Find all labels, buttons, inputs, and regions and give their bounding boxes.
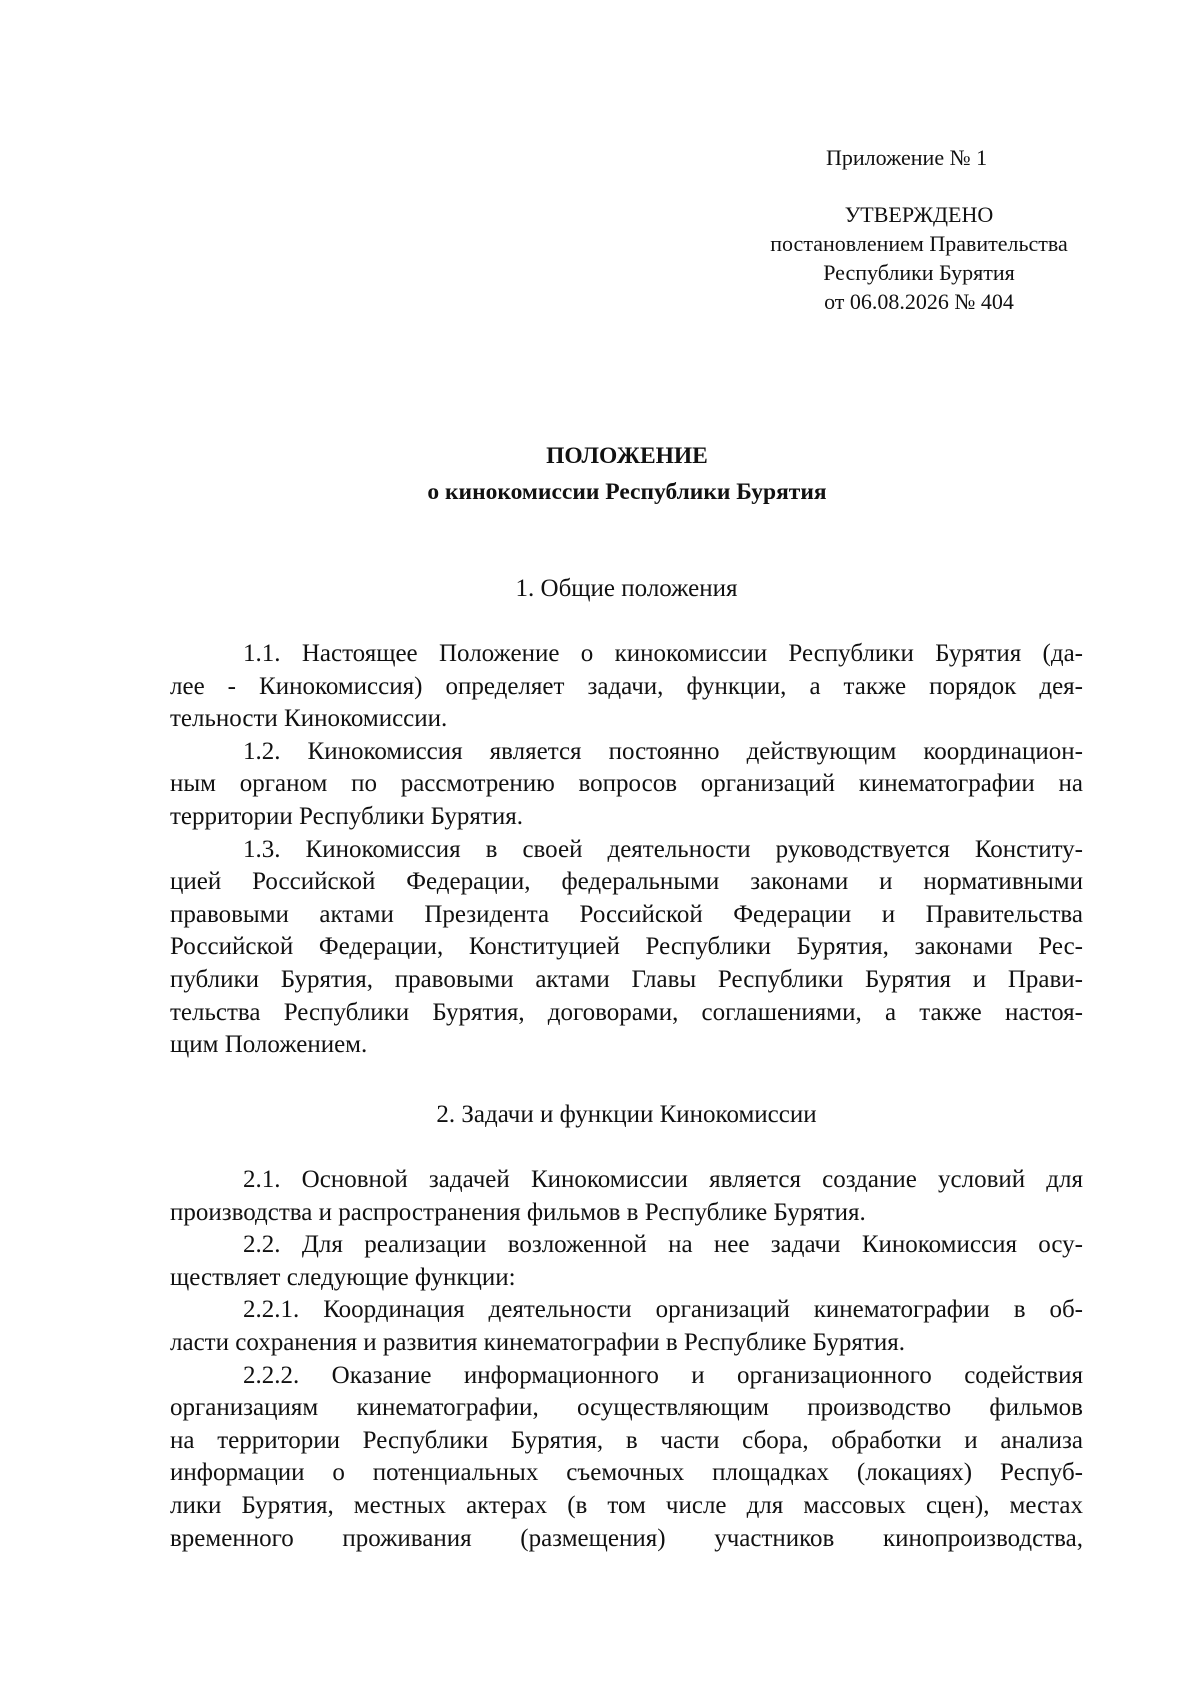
text-line: 1.1. Настоящее Положение о кинокомиссии Республики Бурятия (да- bbox=[243, 640, 1083, 667]
text-line: правовыми актами Президента Российской Федерации и Правительства bbox=[170, 900, 1083, 928]
section-body bbox=[170, 638, 1083, 1062]
paragraph bbox=[170, 1360, 1083, 1556]
text-line: ществляет следующие функции: bbox=[170, 1263, 516, 1291]
text-line: щим Положением. bbox=[170, 1031, 368, 1059]
text-line: публики Бурятия, правовыми актами Главы Республики Бурятия и Прави- bbox=[170, 965, 1083, 993]
text-line: 2.2. Для реализации возложенной на нее задачи Кинокомиссия осу- bbox=[243, 1231, 1083, 1259]
paragraph bbox=[170, 1294, 1083, 1359]
paragraph bbox=[170, 1164, 1083, 1229]
section-heading: 2. Задачи и функции Кинокомиссии bbox=[436, 1101, 817, 1128]
paragraph bbox=[170, 1229, 1083, 1294]
text-line: лики Бурятия, местных актерах (в том числе для массовых сцен), местах bbox=[170, 1491, 1083, 1519]
text-line: 2.2.1. Координация деятельности организаций кинематографии в об- bbox=[243, 1296, 1083, 1324]
text-line: организациям кинематографии, осуществляющим производство фильмов bbox=[170, 1394, 1083, 1422]
title-subline: о кинокомиссии Республики Бурятия bbox=[427, 479, 827, 505]
approval-line: от 06.08.2026 № 404 bbox=[824, 289, 1014, 314]
text-line: 1.3. Кинокомиссия в своей деятельности руководствуется Конститу- bbox=[243, 835, 1083, 863]
text-line: ласти сохранения и развития кинематографии в Республике Бурятия. bbox=[170, 1328, 905, 1356]
approval-line: Республики Бурятия bbox=[823, 260, 1015, 285]
text-line: тельства Республики Бурятия, договорами, соглашениями, а также настоя- bbox=[170, 998, 1083, 1026]
approval-line: УТВЕРЖДЕНО bbox=[844, 202, 994, 227]
text-line: информации о потенциальных съемочных площадках (локациях) Респуб- bbox=[170, 1459, 1083, 1487]
title-line: ПОЛОЖЕНИЕ bbox=[546, 443, 708, 469]
text-line: 2.1. Основной задачей Кинокомиссии является создание условий для bbox=[243, 1166, 1083, 1193]
text-line: территории Республики Бурятия. bbox=[170, 802, 523, 830]
paragraph bbox=[170, 834, 1083, 1062]
paragraph bbox=[170, 638, 1083, 736]
document-title bbox=[0, 438, 1200, 510]
text-line: лее - Кинокомиссия) определяет задачи, функции, а также порядок дея- bbox=[170, 672, 1083, 700]
text-line: ным органом по рассмотрению вопросов организаций кинематографии на bbox=[170, 770, 1083, 798]
text-line: временного проживания (размещения) участников кинопроизводства, bbox=[170, 1524, 1083, 1552]
approval-line: постановлением Правительства bbox=[770, 231, 1068, 256]
text-line: Российской Федерации, Конституцией Республики Бурятия, законами Рес- bbox=[170, 933, 1083, 961]
text-line: на территории Республики Бурятия, в части сбора, обработки и анализа bbox=[170, 1426, 1083, 1454]
text-line: 1.2. Кинокомиссия является постоянно действующим координацион- bbox=[243, 737, 1083, 765]
section-body bbox=[170, 1164, 1083, 1555]
approval-stamp-block bbox=[740, 200, 1098, 316]
text-line: тельности Кинокомиссии. bbox=[170, 705, 448, 733]
text-line: цией Российской Федерации, федеральными законами и нормативными bbox=[170, 868, 1083, 896]
section-heading: 1. Общие положения bbox=[515, 575, 738, 602]
text-line: 2.2.2. Оказание информационного и организационного содействия bbox=[243, 1361, 1083, 1389]
appendix-label: Приложение № 1 bbox=[826, 145, 988, 170]
text-line: производства и распространения фильмов в Республике Бурятия. bbox=[170, 1198, 866, 1226]
paragraph bbox=[170, 736, 1083, 834]
